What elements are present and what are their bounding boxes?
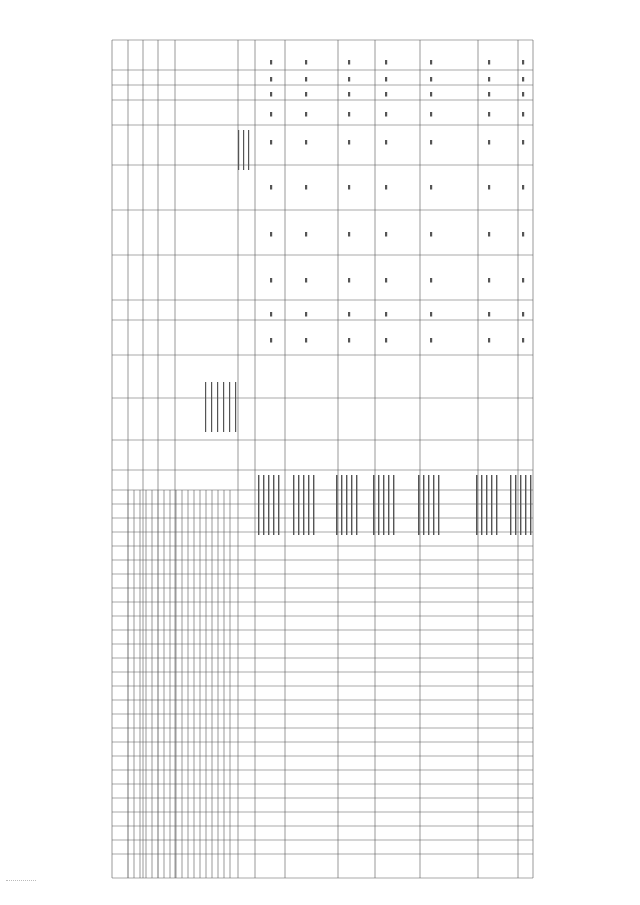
header-text-line <box>238 130 239 170</box>
header-text-line <box>223 382 224 432</box>
table-value-glyph <box>305 232 307 237</box>
table-value-glyph <box>348 185 350 190</box>
table-value-glyph <box>270 312 272 317</box>
table-value-glyph <box>522 92 524 97</box>
table-value-glyph <box>430 338 432 343</box>
table-value-glyph <box>385 140 387 145</box>
table-value-glyph <box>270 77 272 82</box>
table-value-glyph <box>522 232 524 237</box>
table-value-glyph <box>385 77 387 82</box>
table-value-glyph <box>430 185 432 190</box>
description-text-line <box>298 475 299 535</box>
table-value-glyph <box>305 278 307 283</box>
description-text-line <box>351 475 352 535</box>
table-value-glyph <box>348 338 350 343</box>
description-text-line <box>520 475 521 535</box>
table-value-glyph <box>522 112 524 117</box>
table-value-glyph <box>270 112 272 117</box>
table-value-glyph <box>385 60 387 65</box>
table-value-glyph <box>270 338 272 343</box>
table-value-glyph <box>305 60 307 65</box>
table-value-glyph <box>430 278 432 283</box>
header-text-line <box>217 382 218 432</box>
table-value-glyph <box>270 60 272 65</box>
table-value-glyph <box>385 185 387 190</box>
description-text-line <box>428 475 429 535</box>
header-text-line <box>248 130 249 170</box>
table-value-glyph <box>488 60 490 65</box>
table-value-glyph <box>305 312 307 317</box>
description-text-line <box>313 475 314 535</box>
description-text-line <box>418 475 419 535</box>
table-value-glyph <box>430 232 432 237</box>
table-value-glyph <box>430 112 432 117</box>
description-text-line <box>303 475 304 535</box>
table-value-glyph <box>385 232 387 237</box>
description-text-line <box>268 475 269 535</box>
table-value-glyph <box>348 232 350 237</box>
description-text-line <box>336 475 337 535</box>
table-value-glyph <box>385 312 387 317</box>
description-text-line <box>438 475 439 535</box>
table-value-glyph <box>385 338 387 343</box>
table-value-glyph <box>270 278 272 283</box>
table-value-glyph <box>348 112 350 117</box>
table-value-glyph <box>522 60 524 65</box>
table-value-glyph <box>488 77 490 82</box>
table-value-glyph <box>270 92 272 97</box>
table-value-glyph <box>522 77 524 82</box>
table-value-glyph <box>348 312 350 317</box>
table-value-glyph <box>488 278 490 283</box>
description-text-line <box>496 475 497 535</box>
description-text-line <box>383 475 384 535</box>
description-text-line <box>491 475 492 535</box>
table-value-glyph <box>430 60 432 65</box>
table-value-glyph <box>385 92 387 97</box>
table-value-glyph <box>305 77 307 82</box>
description-text-line <box>393 475 394 535</box>
header-text-line <box>243 130 244 170</box>
description-text-line <box>263 475 264 535</box>
table-value-glyph <box>522 312 524 317</box>
description-text-line <box>433 475 434 535</box>
table-value-glyph <box>488 92 490 97</box>
table-value-glyph <box>305 140 307 145</box>
description-text-line <box>481 475 482 535</box>
description-text-line <box>373 475 374 535</box>
header-text-line <box>205 382 206 432</box>
table-value-glyph <box>522 185 524 190</box>
description-text-line <box>278 475 279 535</box>
table-value-glyph <box>488 140 490 145</box>
table-value-glyph <box>305 92 307 97</box>
description-text-line <box>530 475 531 535</box>
table-value-glyph <box>488 112 490 117</box>
description-text-line <box>308 475 309 535</box>
description-text-line <box>486 475 487 535</box>
table-value-glyph <box>270 232 272 237</box>
description-text-line <box>273 475 274 535</box>
table-value-glyph <box>385 278 387 283</box>
table-value-glyph <box>348 92 350 97</box>
description-text-line <box>515 475 516 535</box>
table-value-glyph <box>305 185 307 190</box>
description-text-line <box>356 475 357 535</box>
table-value-glyph <box>430 140 432 145</box>
description-text-line <box>423 475 424 535</box>
table-value-glyph <box>522 338 524 343</box>
table-value-glyph <box>348 77 350 82</box>
description-text-line <box>341 475 342 535</box>
table-value-glyph <box>305 338 307 343</box>
header-text-line <box>211 382 212 432</box>
description-text-line <box>476 475 477 535</box>
table-value-glyph <box>430 92 432 97</box>
table-value-glyph <box>348 60 350 65</box>
table-value-glyph <box>348 278 350 283</box>
header-text-line <box>235 382 236 432</box>
table-value-glyph <box>488 312 490 317</box>
table-value-glyph <box>430 77 432 82</box>
table-value-glyph <box>270 185 272 190</box>
table-value-glyph <box>385 112 387 117</box>
table-value-glyph <box>522 140 524 145</box>
description-text-line <box>293 475 294 535</box>
table-value-glyph <box>488 185 490 190</box>
table-value-glyph <box>488 338 490 343</box>
table-value-glyph <box>270 140 272 145</box>
header-text-line <box>229 382 230 432</box>
table-value-glyph <box>305 112 307 117</box>
table-value-glyph <box>430 312 432 317</box>
description-text-line <box>388 475 389 535</box>
description-text-line <box>525 475 526 535</box>
table-value-glyph <box>348 140 350 145</box>
description-text-line <box>258 475 259 535</box>
table-value-glyph <box>488 232 490 237</box>
description-text-line <box>346 475 347 535</box>
table-value-glyph <box>522 278 524 283</box>
description-text-line <box>378 475 379 535</box>
description-text-line <box>510 475 511 535</box>
